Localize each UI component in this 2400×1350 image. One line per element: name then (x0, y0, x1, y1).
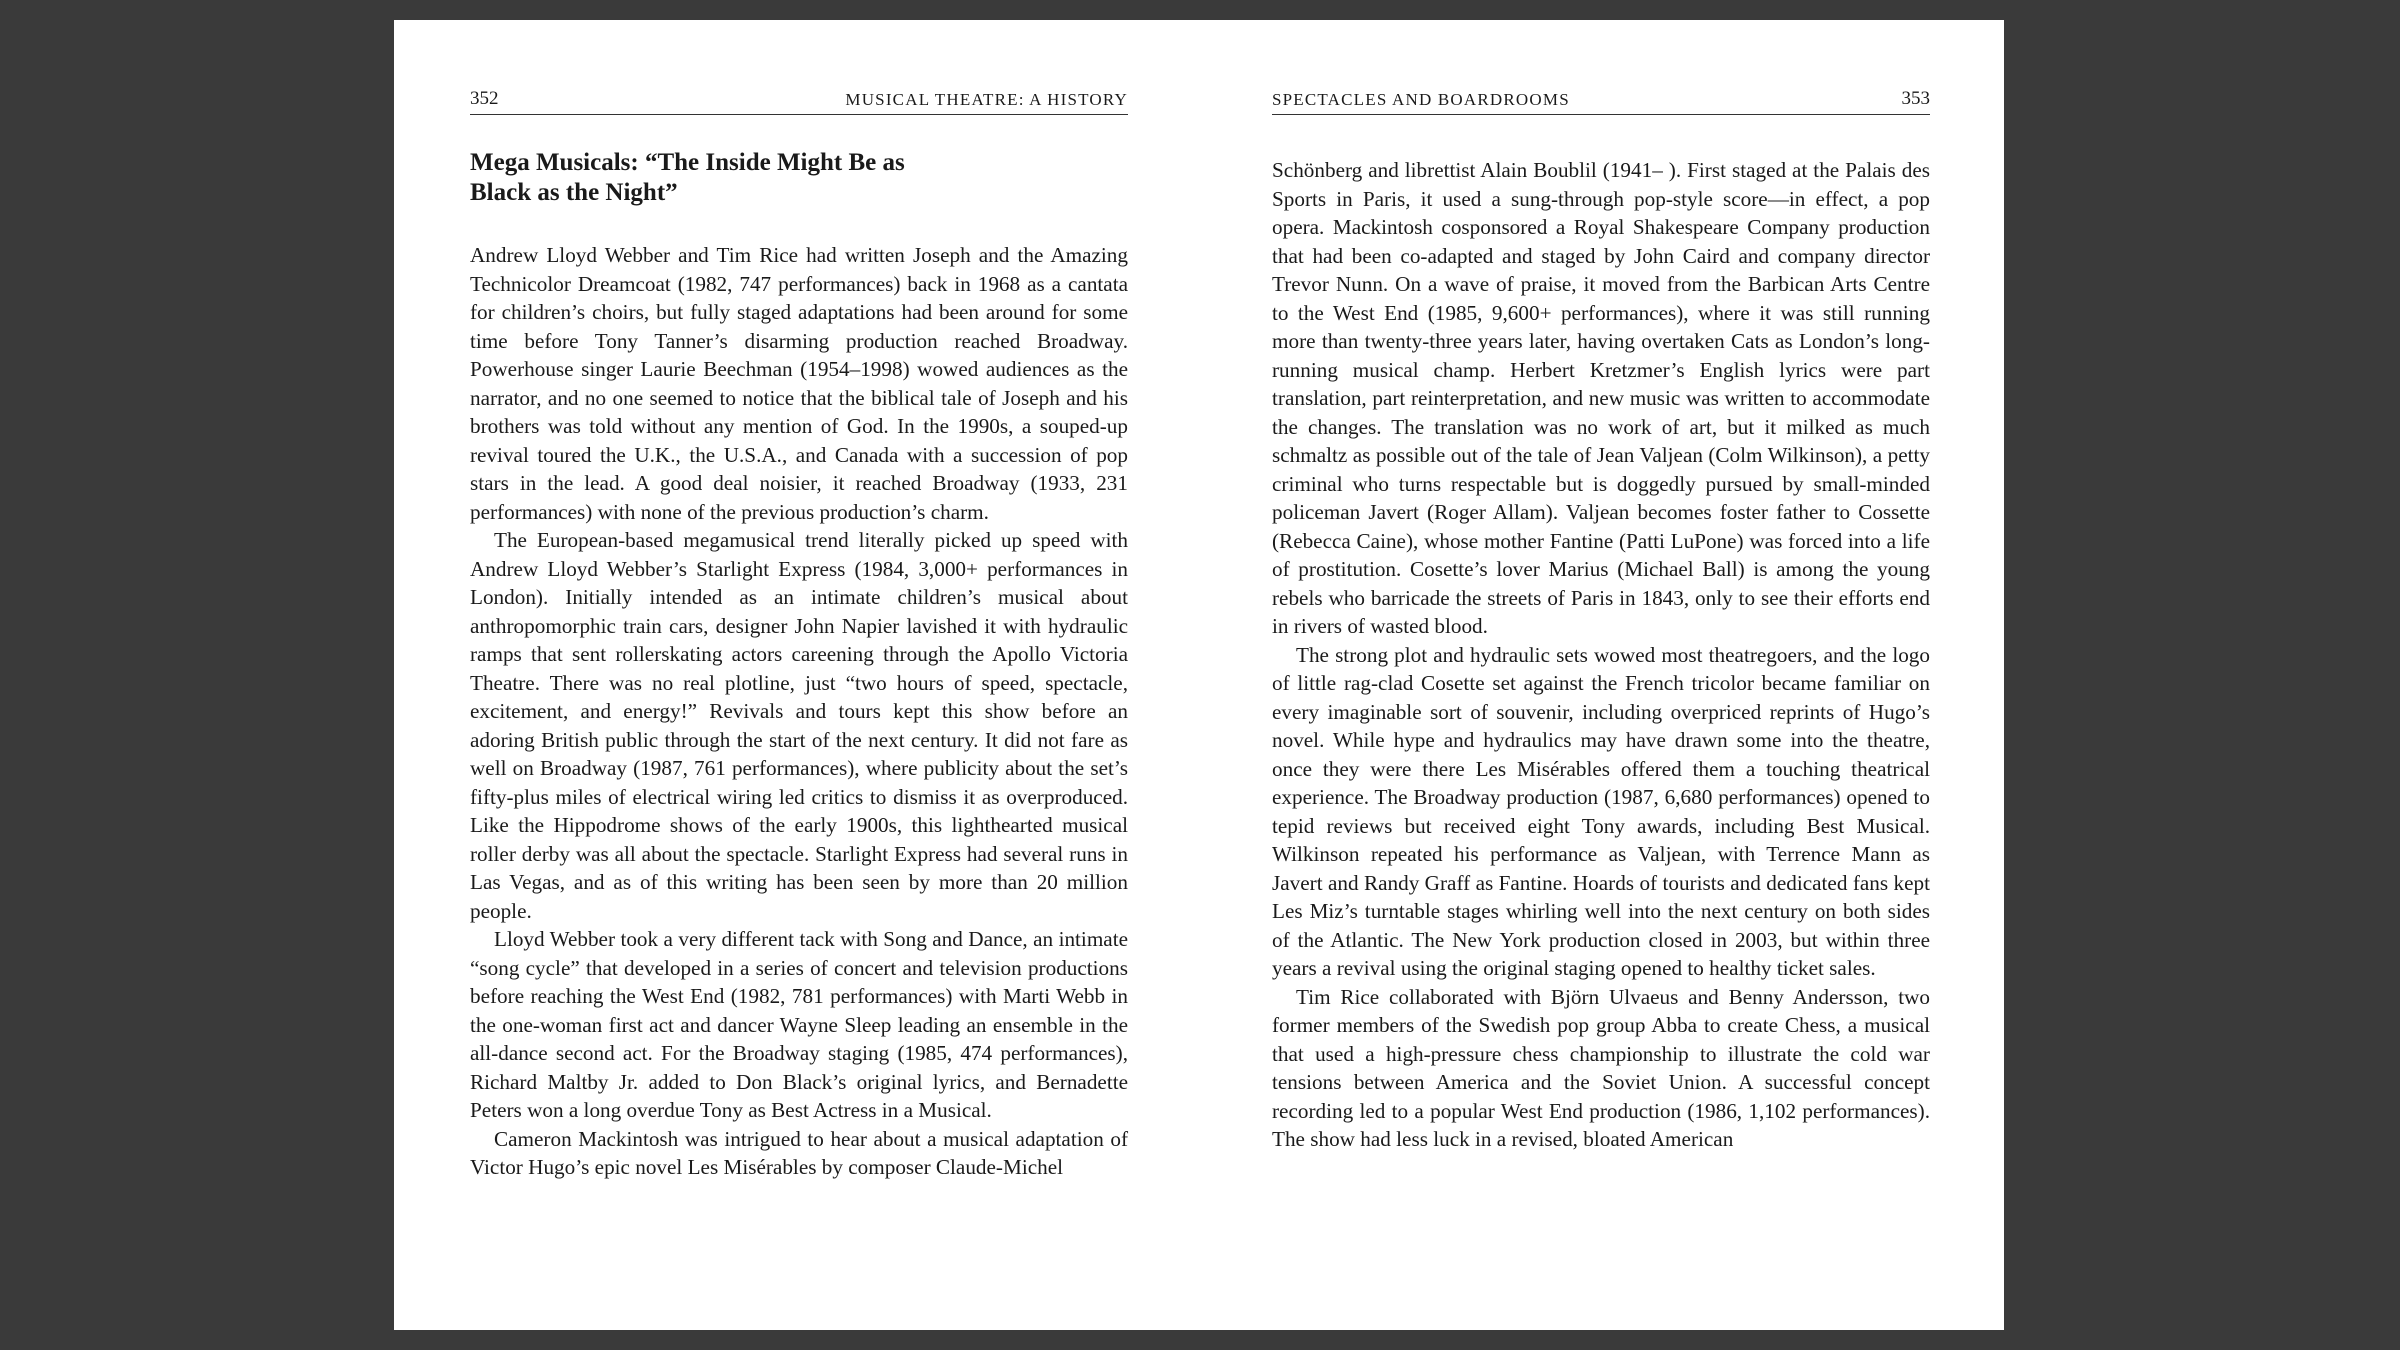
running-head-title: SPECTACLES AND BOARDROOMS (1272, 90, 1570, 109)
paragraph: Andrew Lloyd Webber and Tim Rice had written Joseph and the Amazing Technicolor Dreamcoat (1982, 747 performances) back in 1968 as a cantata for children’s choirs, but fully staged adaptations had been around for some time before Tony Tanner’s disarming production reached Broadway. Powerhouse singer Laurie Beechman (1954–1998) wowed audiences as the narrator, and no one seemed to notice that the biblical tale of Joseph and his brothers was told without any mention of God. In the 1990s, a souped-up revival toured the U.K., the U.S.A., and Canada with a succession of pop stars in the lead. A good deal noisier, it reached Broadway (1933, 231 performances) with none of the previous production’s charm. (470, 243, 1128, 524)
running-head-title: MUSICAL THEATRE: A HISTORY (845, 90, 1128, 109)
running-head (470, 88, 1128, 115)
running-head (1272, 88, 1930, 115)
paragraph: The European-based megamusical trend literally picked up speed with Andrew Lloyd Webber’s Starlight Express (1984, 3,000+ performances in London). Initially intended as an intimate children’s musical about anthropomorphic train cars, designer John Napier lavished it with hydraulic ramps that sent rollerskating actors careening through the Apollo Victoria Theatre. There was no real plotline, just “two hours of speed, spectacle, excitement, and energy!” Revivals and tours kept this show before an adoring British public through the start of the next century. It did not fare as well on Broadway (1987, 761 performances), where publicity about the set’s fifty-plus miles of electrical wiring led critics to dismiss it as overproduced. Like the Hippodrome shows of the early 1900s, this lighthearted musical roller derby was all about the spectacle. Starlight Express had several runs in Las Vegas, and as of this writing has been seen by more than 20 million people. (470, 528, 1128, 923)
paragraph: Lloyd Webber took a very different tack with Song and Dance, an intimate “song cycle” that developed in a series of concert and television productions before reaching the West End (1982, 781 performances) with Marti Webb in the one-woman first act and dancer Wayne Sleep leading an ensemble in the all-dance second act. For the Broadway staging (1985, 474 performances), Richard Maltby Jr. added to Don Black’s original lyrics, and Bernadette Peters won a long overdue Tony as Best Actress in a Musical. (470, 927, 1128, 1122)
body-text (470, 241, 1128, 1182)
book-spread (394, 20, 2004, 1330)
page-number: 352 (470, 88, 499, 109)
paragraph: Cameron Mackintosh was intrigued to hear about a musical adaptation of Victor Hugo’s epic novel Les Misérables by composer Claude-Michel (470, 1126, 1128, 1179)
paragraph: The strong plot and hydraulic sets wowed most theatregoers, and the logo of little rag-clad Cosette set against the French tricolor became familiar on every imaginable sort of souvenir, including overpriced reprints of Hugo’s novel. While hype and hydraulics may have drawn some into the theatre, once they were there Les Misérables offered them a touching theatrical experience. The Broadway production (1987, 6,680 performances) opened to tepid reviews but received eight Tony awards, including Best Musical. Wilkinson repeated his performance as Valjean, with Terrence Mann as Javert and Randy Graff as Fantine. Hoards of tourists and dedicated fans kept Les Miz’s turntable stages whirling well into the next century on both sides of the Atlantic. The New York production closed in 2003, but within three years a revival using the original staging opened to healthy ticket sales. (1272, 642, 1930, 980)
section-heading-line: Black as the Night” (470, 179, 678, 206)
body-text (1272, 156, 1930, 1154)
paragraph: Tim Rice collaborated with Björn Ulvaeus and Benny Andersson, two former members of the Swedish pop group Abba to create Chess, a musical that used a high-pressure chess championship to illustrate the cold war tensions between America and the Soviet Union. A successful concept recording led to a popular West End production (1986, 1,102 performances). The show had less luck in a revised, bloated American (1272, 984, 1930, 1151)
right-page (1272, 20, 1930, 1330)
section-heading (470, 148, 1090, 208)
left-page (470, 20, 1128, 1330)
paragraph: Schönberg and librettist Alain Boublil (1941– ). First staged at the Palais des Sports in Paris, it used a sung-through pop-style score—in effect, a pop opera. Mackintosh cosponsored a Royal Shakespeare Company production that had been co-adapted and staged by John Caird and company director Trevor Nunn. On a wave of praise, it moved from the Barbican Arts Centre to the West End (1985, 9,600+ performances), where it was still running more than twenty-three years later, having overtaken Cats as London’s long-running musical champ. Herbert Kretzmer’s English lyrics were part translation, part reinterpretation, and new music was written to accommodate the changes. The translation was no work of art, but it milked as much schmaltz as possible out of the tale of Jean Valjean (Colm Wilkinson), a petty criminal who turns respectable but is doggedly pursued by small-minded policeman Javert (Roger Allam). Valjean becomes foster father to Cossette (Rebecca Caine), whose mother Fantine (Patti LuPone) was forced into a life of prostitution. Cosette’s lover Marius (Michael Ball) is among the young rebels who barricade the streets of Paris in 1843, only to see their efforts end in rivers of wasted blood. (1272, 158, 1930, 638)
section-heading-line: Mega Musicals: “The Inside Might Be as (470, 149, 905, 176)
page-number: 353 (1901, 88, 1930, 109)
